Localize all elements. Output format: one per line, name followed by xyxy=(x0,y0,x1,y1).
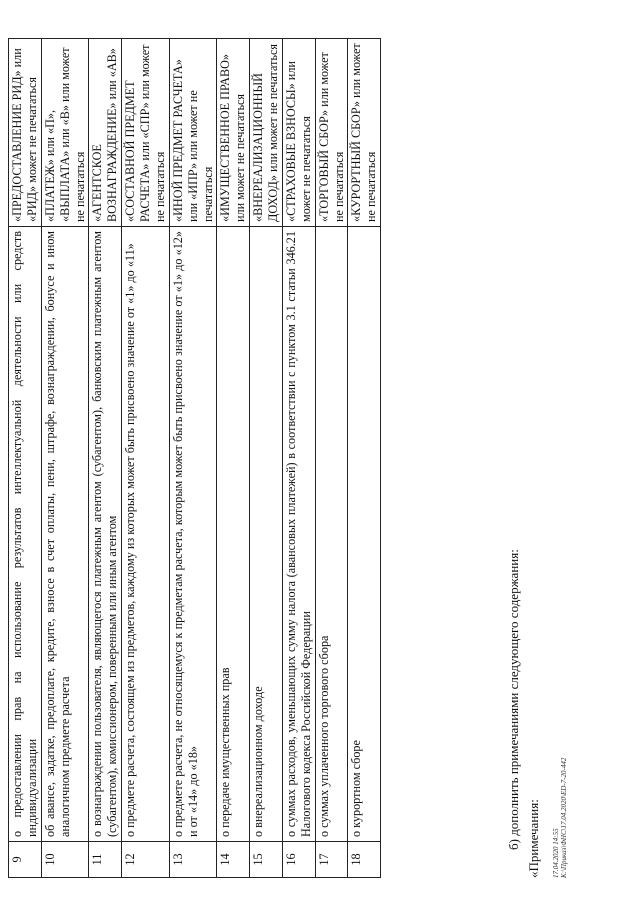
row-number: 11 xyxy=(89,842,122,878)
table-row xyxy=(282,39,315,878)
row-print-value: «ВНЕРЕАЛИЗАЦИОННЫЙ ДОХОД» или может не печататься xyxy=(250,39,283,227)
table-row xyxy=(122,39,170,878)
table-row xyxy=(89,39,122,878)
table-row xyxy=(41,39,89,878)
row-number: 14 xyxy=(217,842,250,878)
row-print-value: «ИНОЙ ПРЕДМЕТ РАСЧЕТА» или «ИПР» или может не печататься xyxy=(169,39,217,227)
row-description: о внереализационном доходе xyxy=(250,227,283,842)
row-number: 18 xyxy=(348,842,381,878)
row-print-value: «СОСТАВНОЙ ПРЕДМЕТ РАСЧЕТА» или «СПР» или может не печататься xyxy=(122,39,170,227)
table-row xyxy=(217,39,250,878)
row-description: о предмете расчета, состоящем из предметов, каждому из которых может быть присвоено значение от «1» до «11» xyxy=(122,227,170,842)
rotated-page xyxy=(8,38,583,878)
amendment-text xyxy=(506,38,546,878)
row-number: 9 xyxy=(9,842,42,878)
row-print-value: «СТРАХОВЫЕ ВЗНОСЫ» или может не печататься xyxy=(282,39,315,227)
row-number: 12 xyxy=(122,842,170,878)
row-number: 16 xyxy=(282,842,315,878)
row-print-value: «ПРЕДОСТАВЛЕНИЕ РИД» или «РИД» может не печататься xyxy=(9,39,42,227)
row-print-value: «ПЛАТЕЖ» или «П», «ВЫПЛАТА» или «В» или может не печататься xyxy=(41,39,89,227)
row-print-value: «ИМУЩЕСТВЕННОЕ ПРАВО» или может не печататься xyxy=(217,39,250,227)
row-number: 13 xyxy=(169,842,217,878)
amendment-line: б) дополнить примечаниями следующего содержания: xyxy=(506,549,521,850)
registration-stamp xyxy=(553,758,568,878)
attribute-table xyxy=(8,38,381,878)
table-row xyxy=(9,39,42,878)
row-description: о предмете расчета, не относящемуся к предметам расчета, которым может быть присвоено значение от «1» до «12» и от «14» до «18» xyxy=(169,227,217,842)
notes-heading: «Примечания: xyxy=(526,799,541,878)
row-description: о предоставлении прав на использование результатов интеллектуальной деятельности или средств индивидуализации xyxy=(9,227,42,842)
row-print-value: «ТОРГОВЫЙ СБОР» или может не печататься xyxy=(315,39,348,227)
row-number: 10 xyxy=(41,842,89,878)
row-print-value: «КУРОРТНЫЙ СБОР» или может не печататься xyxy=(348,39,381,227)
row-description: о вознаграждении пользователя, являющегося платежным агентом (субагентом), банковским платежным агентом (субагентом), комиссионером, поверенным или иным агентом xyxy=(89,227,122,842)
row-description: о передаче имущественных прав xyxy=(217,227,250,842)
row-number: 15 xyxy=(250,842,283,878)
table-row xyxy=(348,39,381,878)
row-print-value: «АГЕНТСКОЕ ВОЗНАГРАЖДЕНИЕ» или «АВ» xyxy=(89,39,122,227)
row-description: о суммах расходов, уменьшающих сумму налога (авансовых платежей) в соответствии с пунктом 3.1 статьи 346.21 Налогового кодекса Российской Федерации xyxy=(282,227,315,842)
row-description: о курортном сборе xyxy=(348,227,381,842)
stamp-date: 17.04.2020 14:55 xyxy=(552,828,560,878)
stamp-path: К:\Приказ\ФНС\17.04.2020\ED-7-20-442 xyxy=(559,757,568,878)
table-row xyxy=(250,39,283,878)
row-description: о суммах уплаченного торгового сбора xyxy=(315,227,348,842)
table-row xyxy=(315,39,348,878)
row-number: 17 xyxy=(315,842,348,878)
table-row xyxy=(169,39,217,878)
row-description: об авансе, задатке, предоплате, кредите, взносе в счет оплаты, пени, штрафе, вознаграждении, бонусе и ином аналогичном предмете расчета xyxy=(41,227,89,842)
